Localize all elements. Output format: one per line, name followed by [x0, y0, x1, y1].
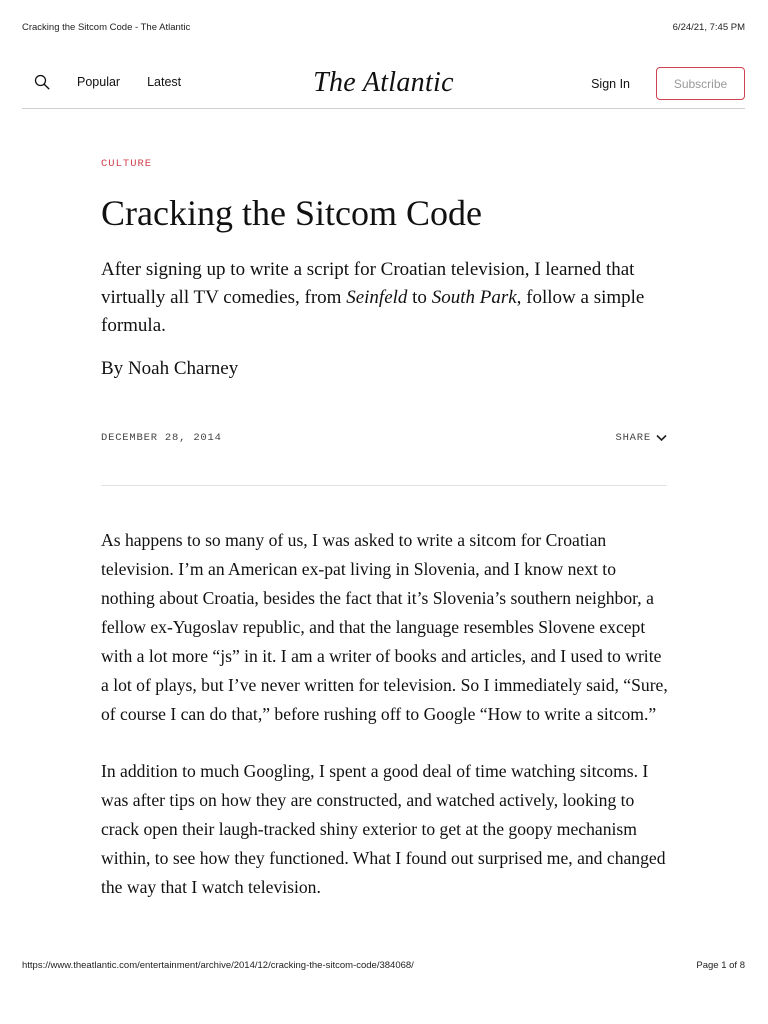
print-footer: [22, 960, 745, 971]
body-paragraph: As happens to so many of us, I was asked to write a sitcom for Croatian television. I’m an American ex-pat living in Slovenia, and I know next to nothing about Croatia, besides the fact that it’s Slovenia’s southern neighbor, a fellow ex-Yugoslav republic, and that the language resembles Slovene except with a lot more “js” in it. I am a writer of books and articles, and I used to write a lot of plays, but I’ve never written for television. So I immediately said, “Sure, of course I can do that,” before rushing off to Google “How to write a sitcom.”: [101, 530, 668, 724]
nav-link-popular[interactable]: Popular: [77, 75, 121, 89]
body-paragraph: In addition to much Googling, I spent a good deal of time watching sitcoms. I was after tips on how they are constructed, and watched actively, looking to crack open their laugh-tracked shiny exterior to get at the goopy mechanism within, to see how they functioned. What I found out surprised me, and changed the way that I watch television.: [101, 761, 666, 897]
dek-show-south-park: South Park: [431, 287, 517, 308]
share-label: SHARE: [615, 432, 651, 444]
nav-link-latest[interactable]: Latest: [147, 75, 182, 89]
print-url: https://www.theatlantic.com/entertainment/archive/2014/12/cracking-the-sitcom-code/384068/: [22, 960, 414, 971]
divider: [101, 485, 667, 486]
subscribe-button[interactable]: Subscribe: [656, 67, 745, 100]
article-title: Cracking the Sitcom Code: [101, 193, 482, 233]
article-body: [101, 526, 669, 930]
print-datetime: 6/24/21, 7:45 PM: [672, 22, 745, 33]
dek-text-3: , follow a simple formula.: [101, 287, 645, 336]
share-button[interactable]: [615, 432, 667, 444]
print-header: [22, 22, 745, 33]
print-page-title: Cracking the Sitcom Code - The Atlantic: [22, 22, 191, 33]
site-navigation: [22, 66, 745, 109]
publish-date: DECEMBER 28, 2014: [101, 432, 222, 444]
byline-prefix: By: [101, 358, 128, 379]
sign-in-link[interactable]: Sign In: [591, 76, 630, 91]
article-meta: [101, 432, 667, 444]
nav-left: [34, 74, 181, 90]
author-name[interactable]: Noah Charney: [127, 358, 239, 379]
print-page-number: Page 1 of 8: [696, 960, 745, 971]
dek-show-seinfeld: Seinfeld: [346, 287, 408, 308]
article-dek: [101, 256, 667, 340]
dek-text-2: to: [407, 287, 432, 308]
section-label[interactable]: CULTURE: [101, 158, 153, 170]
site-logo[interactable]: The Atlantic: [313, 67, 454, 98]
search-icon[interactable]: [34, 74, 50, 90]
nav-right: [591, 67, 745, 100]
dek-text-1: After signing up to write a script for Croatian television, I learned that virtually all TV comedies, from: [101, 259, 635, 308]
byline: [101, 355, 238, 383]
chevron-down-icon: [656, 434, 667, 442]
